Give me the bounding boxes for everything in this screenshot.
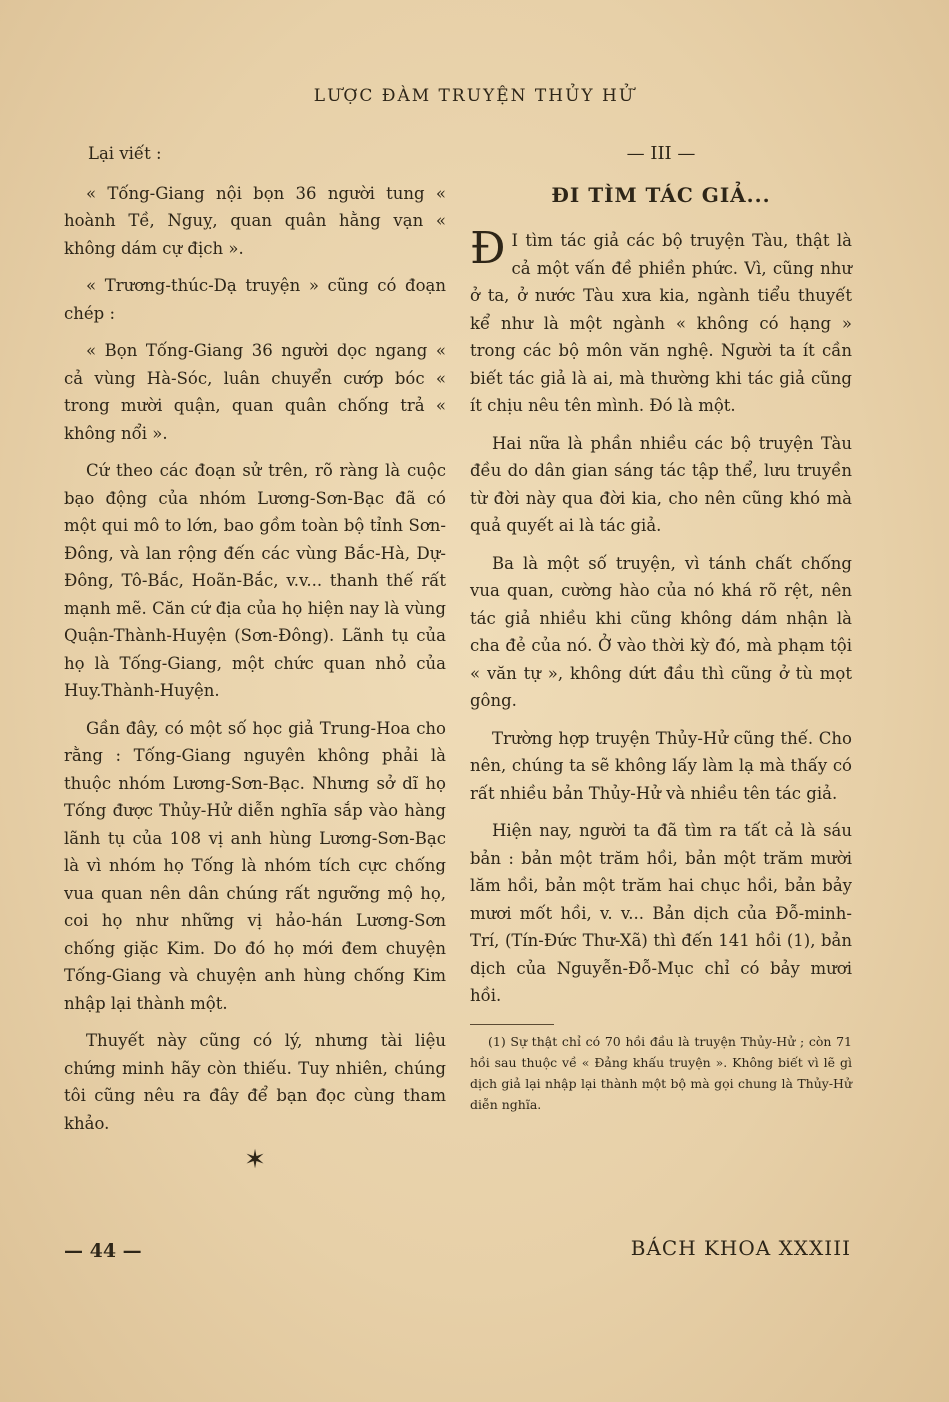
left-paragraphs: [64, 180, 446, 1138]
paragraph: Cứ theo các đoạn sử trên, rõ ràng là cuộc bạo động của nhóm Lương-Sơn-Bạc đã có một qui mô to lớn, bao gồm toàn bộ tỉnh Sơn-Đông, và lan rộng đến các vùng Bắc-Hà, Dự-Đông, Tô-Bắc, Hoãn-Bắc, v.v... thanh thế rất mạnh mẽ. Căn cứ địa của họ hiện nay là vùng Quận-Thành-Huyện (Sơn-Đông). Lãnh tụ của họ là Tống-Giang, một chức quan nhỏ của Huy.Thành-Huyện.: [64, 461, 446, 700]
first-paragraph-text: I tìm tác giả các bộ truyện Tàu, thật là cả một vấn đề phiền phức. Vì, cũng như ở ta, ở nước Tàu xưa kia, ngành tiểu thuyết kể như là một ngành « không có hạng » trong các bộ môn văn nghệ. Người ta ít cần biết tác giả là ai, mà thường khi tác giả cũng ít chịu nêu tên mình. Đó là một.: [470, 231, 852, 415]
lead-line: Lại viết :: [88, 144, 162, 163]
footnote: [470, 1031, 852, 1115]
first-paragraph: [470, 223, 852, 420]
paragraph: Hiện nay, người ta đã tìm ra tất cả là sáu bản : bản một trăm hồi, bản một trăm mười lăm hồi, bản một trăm hai chục hồi, bản bảy mươi mốt hồi, v. v... Bản dịch của Đỗ-minh-Trí, (Tín-Đức Thư-Xã) thì đến 141 hồi (1), bản dịch của Nguyễn-Đỗ-Mục chỉ có bảy mươi hồi.: [470, 821, 852, 1005]
paragraph: « Tống-Giang nội bọn 36 người tung « hoành Tề, Nguỵ, quan quân hằng vạn « không dám cự địch ».: [64, 183, 446, 258]
paragraph: « Bọn Tống-Giang 36 người dọc ngang « cả vùng Hà-Sóc, luân chuyển cướp bóc « trong mười quận, quan quân chống trả « không nổi ».: [64, 341, 446, 443]
right-paragraphs: [470, 430, 852, 1010]
footnote-divider: [470, 1024, 554, 1025]
paragraph: Ba là một số truyện, vì tánh chất chống vua quan, cường hào của nó khá rõ rệt, nên tác giả nhiều khi cũng không dám nhận là cha đẻ của nó. Ở vào thời kỳ đó, mà phạm tội « văn tự », không dứt đầu thì cũng ở tù mọt gông.: [470, 553, 852, 710]
paragraph: « Trương-thúc-Dạ truyện » cũng có đoạn chép :: [64, 276, 446, 323]
paragraph: Hai nữa là phần nhiều các bộ truyện Tàu đều do dân gian sáng tác tập thể, lưu truyền từ đời này qua đời kia, cho nên cũng khó mà quả quyết ai là tác giả.: [470, 433, 852, 535]
section-number: — III —: [626, 143, 696, 164]
paragraph: Trường hợp truyện Thủy-Hử cũng thế. Cho nên, chúng ta sẽ không lấy làm lạ mà thấy có rất nhiều bản Thủy-Hử và nhiều tên tác giả.: [470, 728, 852, 803]
page-number: — 44 —: [64, 1240, 142, 1262]
paragraph: Gần đây, có một số học giả Trung-Hoa cho rằng : Tống-Giang nguyên không phải là thuộc nhóm Lương-Sơn-Bạc. Nhưng sở dĩ họ Tống được Thủy-Hử diễn nghĩa sắp vào hàng lãnh tụ của 108 vị anh hùng Lương-Sơn-Bạc là vì nhóm họ Tống là nhóm tích cực chống vua quan nên dân chúng rất ngưỡng mộ họ, coi họ như những vị hảo-hán Lương-Sơn chống giặc Kim. Do đó họ mới đem chuyện Tống-Giang và chuyện anh hùng chống Kim nhập lại thành một.: [64, 718, 446, 1013]
star-ornament-icon: ✶: [244, 1145, 266, 1175]
section-title: ĐI TÌM TÁC GIẢ...: [551, 182, 771, 207]
magazine-issue: BÁCH KHOA XXXIII: [630, 1236, 851, 1260]
drop-cap: Đ: [470, 223, 506, 274]
left-column: [64, 140, 446, 1175]
running-header: LƯỢC ĐÀM TRUYỆN THỦY HỬ: [313, 86, 636, 106]
right-column: [470, 140, 852, 1115]
paragraph: Thuyết này cũng có lý, nhưng tài liệu chứng minh hãy còn thiếu. Tuy nhiên, chúng tôi cũng nêu ra đây để bạn đọc cùng tham khảo.: [64, 1031, 446, 1133]
footnote-text: (1) Sự thật chỉ có 70 hồi đầu là truyện Thủy-Hử ; còn 71 hồi sau thuộc về « Đảng khấu truyện ». Không biết vì lẽ gì dịch giả lại nhập lại thành một bộ mà gọi chung là Thủy-Hử diễn nghĩa.: [470, 1033, 852, 1112]
